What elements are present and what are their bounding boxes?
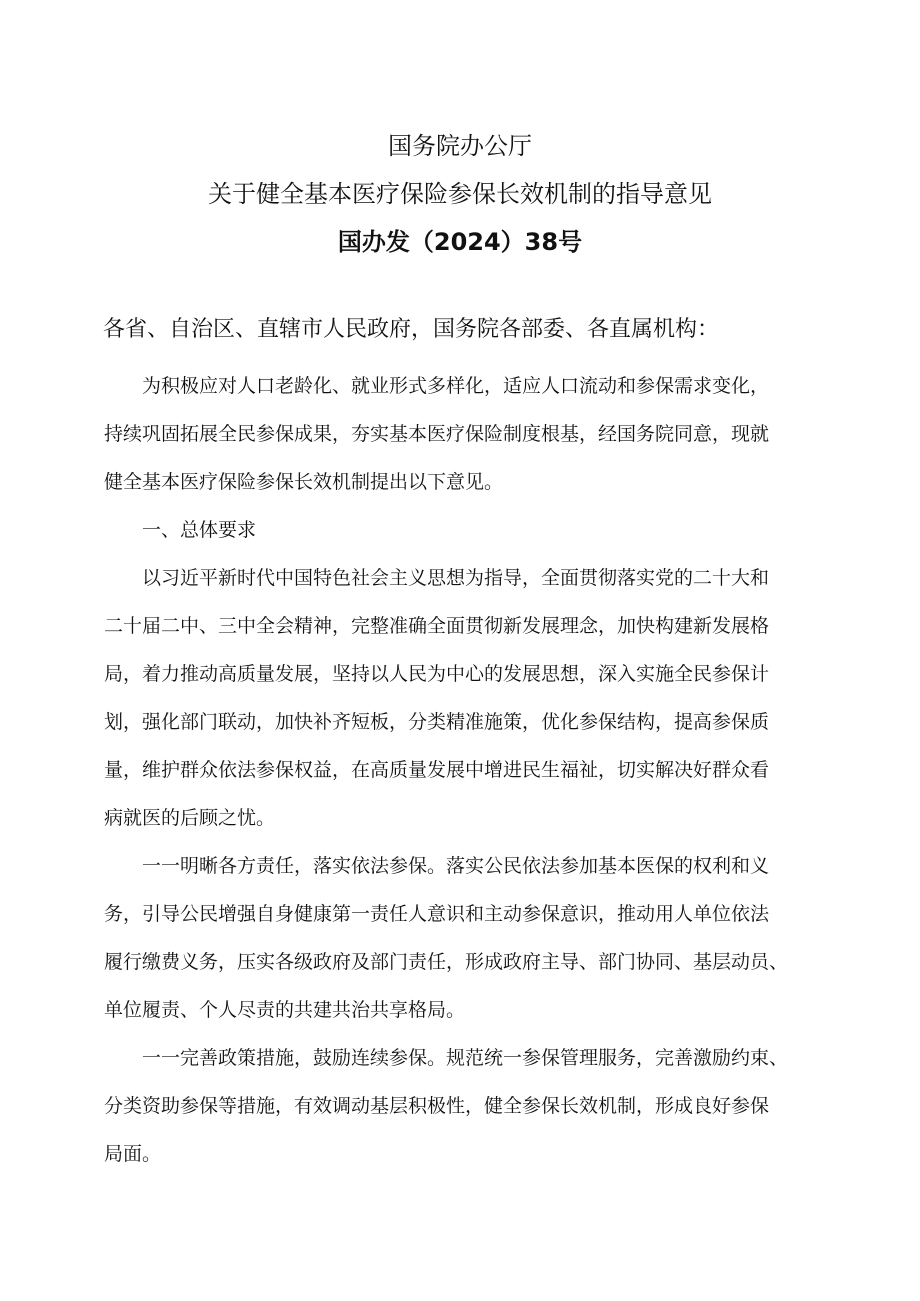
text-line: 局，着力推动高质量发展，坚持以人民为中心的发展思想，深入实施全民参保计	[104, 663, 770, 685]
document-body	[104, 362, 828, 1178]
text-line: 务，引导公民增强自身健康第一责任人意识和主动参保意识，推动用人单位依法	[104, 903, 770, 925]
text-line: 以习近平新时代中国特色社会主义思想为指导，全面贯彻落实党的二十大和	[104, 567, 770, 589]
paragraph-intro	[104, 362, 828, 506]
text-line: 局面。	[104, 1143, 162, 1165]
issuer-title: 国务院办公厅	[388, 132, 532, 160]
text-line: 单位履责、个人尽责的共建共治共享格局。	[104, 999, 466, 1021]
text-line: 划，强化部门联动，加快补齐短板，分类精准施策，优化参保结构，提高参保质	[104, 711, 770, 733]
text-line: 分类资助参保等措施，有效调动基层积极性，健全参保长效机制，形成良好参保	[104, 1095, 770, 1117]
paragraph-responsibilities	[104, 842, 828, 1034]
addressee-line: 各省、自治区、直辖市人民政府，国务院各部委、各直属机构：	[103, 317, 720, 342]
text-line: 履行缴费义务，压实各级政府及部门责任，形成政府主导、部门协同、基层动员、	[104, 951, 789, 973]
text-line: 为积极应对人口老龄化、就业形式多样化，适应人口流动和参保需求变化，	[104, 375, 770, 397]
text-line: 一一完善政策措施，鼓励连续参保。规范统一参保管理服务，完善激励约束、	[104, 1047, 789, 1069]
text-line: 健全基本医疗保险参保长效机制提出以下意见。	[104, 471, 504, 493]
document-number: 国办发（2024）38号	[337, 228, 583, 256]
section-heading: 一、总体要求	[104, 519, 257, 541]
section-heading-general-requirements	[104, 506, 828, 554]
paragraph-policy-measures	[104, 1034, 828, 1178]
text-line: 病就医的后顾之忧。	[104, 807, 276, 829]
paragraph-guiding-principle	[104, 554, 828, 842]
text-line: 二十届二中、三中全会精神，完整准确全面贯彻新发展理念，加快构建新发展格	[104, 615, 770, 637]
text-line: 量，维护群众依法参保权益，在高质量发展中增进民生福祉，切实解决好群众看	[104, 759, 770, 781]
text-line: 一一明晰各方责任，落实依法参保。落实公民依法参加基本医保的权利和义	[104, 855, 770, 877]
text-line: 持续巩固拓展全民参保成果，夯实基本医疗保险制度根基，经国务院同意，现就	[104, 423, 770, 445]
document-header	[0, 122, 920, 266]
document-title: 关于健全基本医疗保险参保长效机制的指导意见	[208, 180, 712, 208]
